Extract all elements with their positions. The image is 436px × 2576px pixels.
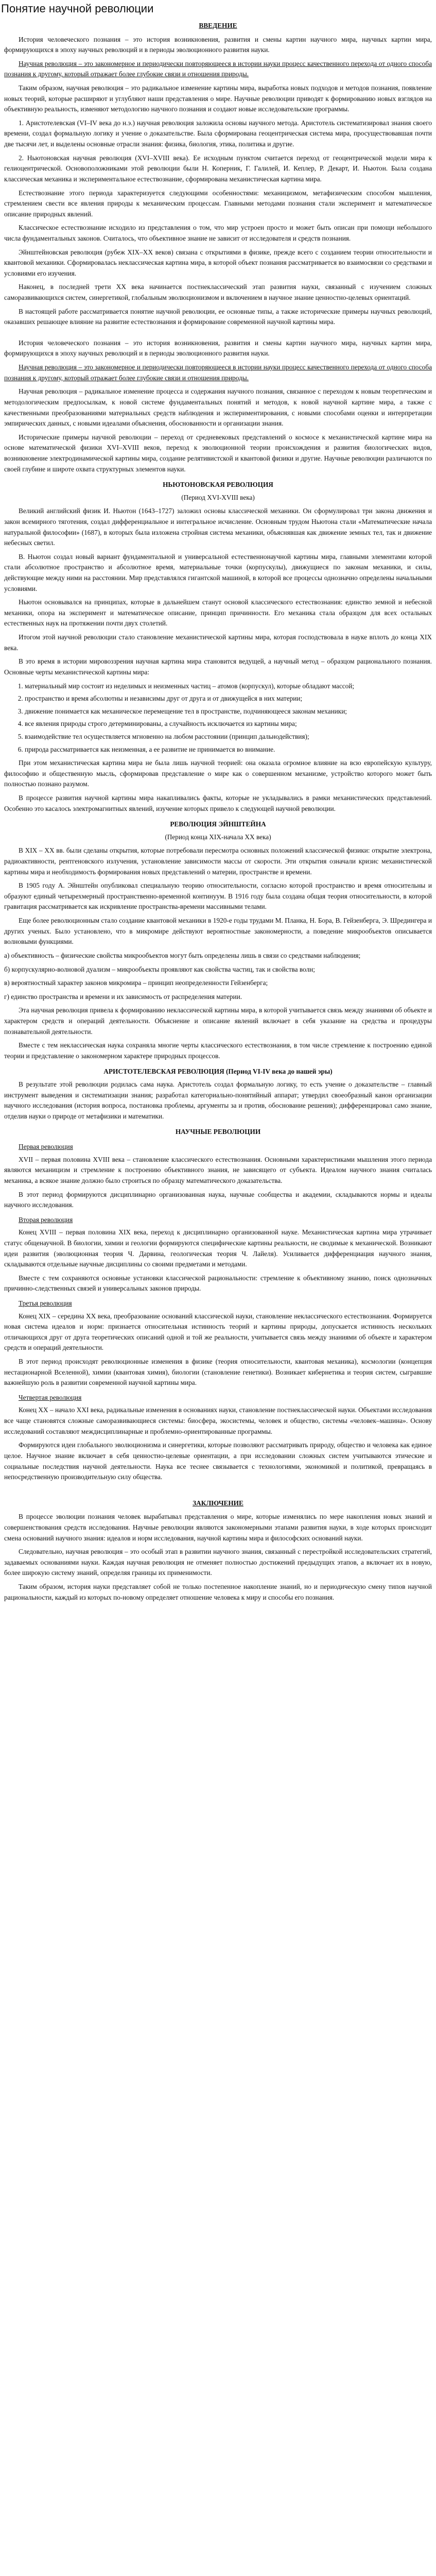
newton-period: (Период XVI-XVIII века) xyxy=(181,493,255,501)
einstein-period: (Период конца XIX-начала XX века) xyxy=(165,833,271,841)
conclusion-heading: ЗАКЛЮЧЕНИЕ xyxy=(193,1499,243,1507)
list-item: 3. движение понимается как механическое перемещение тел в пространстве, подчиняющееся законам механики; xyxy=(25,706,432,717)
intro-paragraph: Научная революция – это закономерное и периодически повторяющееся в истории науки процесс качественного перехода от одного способа познания к другому, который отражает более глубокие связи и отношения природы. xyxy=(4,59,432,78)
stage-paragraph: Конец XVIII – первая половина XIX века, переход к дисциплинарно организованной науке. Механистическая картина мира утрачивает статус общенаучной. В биологии, химии и геологии формируются специфические картины реальности, не сводимые к механической. Возникают идеи развития (эволюционная теория Ч. Дарвина, геологическая теория Ч. Лайеля). Усиливается дифференциация научного знания, складываются отдельные научные дисциплины со своими предметами и методами. xyxy=(4,1228,432,1268)
newton-paragraph: Ньютон основывался на принципах, которые в дальнейшем станут основой классического естествознания: единство земной и небесной механики, опора на эксперимент и математическое описание, принцип причинности. Его механика стала образцом для всех остальных естественных наук на протяжении почти двух столетий. xyxy=(4,598,432,628)
stage-paragraph: В этот период формируются дисциплинарно организованная наука, научные сообщества и академии, складываются нормы и идеалы научного исследования. xyxy=(4,1190,432,1209)
list-item: а) объективность – физические свойства микрообъектов могут быть определены лишь в связи со средствами наблюдения; xyxy=(4,951,361,959)
einstein-heading: РЕВОЛЮЦИЯ ЭЙНШТЕЙНА xyxy=(170,820,266,828)
intro-heading: ВВЕДЕНИЕ xyxy=(199,22,237,29)
aristotle-heading: АРИСТОТЕЛЕВСКАЯ РЕВОЛЮЦИЯ (Период VI-IV века до нашей эры) xyxy=(103,1067,333,1076)
conclusion-paragraph: Таким образом, история науки представляет собой не только постепенное накопление знаний, но и периодическую смену типов научной рациональности, каждый из которых по-новому определяет отношение человека к миру и способы его познания. xyxy=(4,1583,432,1601)
einstein-paragraph: Еще более революционным стало создание квантовой механики в 1920-е годы трудами М. Планка, Н. Бора, В. Гейзенберга, Э. Шредингера и других ученых. Было установлено, что в микромире действуют вероятностные закономерности, а поведение микрообъектов описывается волновыми функциями. xyxy=(4,917,432,946)
list-item: в) вероятностный характер законов микромира – принцип неопределенности Гейзенберга; xyxy=(4,979,268,987)
stage-title: Первая революция xyxy=(19,1143,73,1151)
stage-title: Вторая революция xyxy=(19,1215,73,1224)
list-item: 2. пространство и время абсолютны и независимы друг от друга и от движущейся в них материи; xyxy=(25,693,432,704)
stage-title: Третья революция xyxy=(19,1299,72,1307)
newton-paragraph: В процессе развития научной картины мира накапливались факты, которые не укладывались в рамки механистических представлений. Особенно это касалось электромагнитных явлений, изучение которых привело к следующей научной революции. xyxy=(4,794,432,812)
intro-paragraph: 1. Аристотелевская (VI–IV века до н.э.) научная революция заложила основы научного метода. Аристотель систематизировал знания своего времени, создал формальную логику и учение о доказательстве. Была сформирована геоцентрическая система мира, просуществовавшая почти две тысячи лет, и выделены основные отрасли знания: физика, биология, этика, политика и другие. xyxy=(4,118,432,148)
list-item: б) корпускулярно-волновой дуализм – микрообъекты проявляют как свойства частиц, так и свойства волн; xyxy=(4,965,315,973)
intro-paragraph: Классическое естествознание исходило из представления о том, что мир устроен просто и может быть описан при помощи небольшого числа фундаментальных законов. Считалось, что объективное знание не зависит от исследователя и средств познания. xyxy=(4,224,432,242)
intro-paragraph: Эйнштейновская революция (рубеж XIX–XX веков) связана с открытиями в физике, прежде всего с созданием теории относительности и квантовой механики. Сформировалась неклассическая картина мира, в которой объект познания рассматривается во взаимосвязи со средствами и условиями его изучения. xyxy=(4,248,432,277)
newton-paragraph: В. Ньютон создал новый вариант фундаментальной и универсальной естественнонаучной картины мира, главными элементами которой стали абсолютное пространство и абсолютное время, материальные точки (корпускулы), движущиеся по законам механики, и силы, действующие между ними на расстоянии. Мир представлялся гигантской машиной, в которой все процессы однозначно определены начальными условиями. xyxy=(4,552,432,592)
stage-paragraph: Конец XIX – середина XX века, преобразование оснований классической науки, становление неклассического естествознания. Формируется новая система идеалов и норм: признается относительная истинность теорий и картины природы, допускается истинность нескольких отличающихся друг от друга теоретических описаний одной и той же реальности, учитывается связь между знаниями об объекте и характером средств и операций деятельности. xyxy=(4,1312,432,1352)
list-item: 5. взаимодействие тел осуществляется мгновенно на любом расстоянии (принцип дальнодействия); xyxy=(25,732,432,742)
page-title: Понятие научной революции xyxy=(1,2,154,15)
conclusion-paragraph: Следовательно, научная революция – это особый этап в развитии научного знания, связанный с перестройкой исследовательских стратегий, задаваемых основаниями науки. Каждая научная революция не отменяет полностью достижений предыдущих этапов, а включает их в новую, более широкую систему знаний, определяя границы их применимости. xyxy=(4,1548,432,1577)
einstein-paragraph: Вместе с тем неклассическая наука сохраняла многие черты классического естествознания, в том числе стремление к построению единой теории и представление о закономерном характере природных процессов. xyxy=(4,1041,432,1060)
conclusion-paragraph: В процессе эволюции познания человек вырабатывал представления о мире, которые изменялись по мере накопления новых знаний и совершенствования средств исследования. Научные революции являются закономерными этапами развития науки, в ходе которых происходит смена оснований научного знания: идеалов и норм исследования, научной картины мира и философских оснований науки. xyxy=(4,1513,432,1542)
einstein-paragraph: В XIX – XX вв. были сделаны открытия, которые потребовали пересмотра основных положений классической физики: открытие электрона, радиоактивности, рентгеновского излучения, установление зависимости массы от скорости. Эти открытия означали кризис механистической картины мира и необходимость формирования новых представлений о материи, пространстве и времени. xyxy=(4,846,432,876)
einstein-paragraph: Эта научная революция привела к формированию неклассической картины мира, в которой учитывается связь между знаниями об объекте и характером средств и операций деятельности. Объяснение и описание явлений включает в себя указание на средства и процедуры познавательной деятельности. xyxy=(4,1006,432,1036)
intro-paragraph: Таким образом, научная революция – это радикальное изменение картины мира, выработка новых подходов и методов познания, появление новых теорий, которые расширяют и углубляют наши представления о мире. Научные революции приводят к формированию новых взглядов на объективную реальность, изменяют методологию научного познания и создают новые исследовательские программы. xyxy=(4,84,432,113)
list-item: 4. все явления природы строго детерминированы, а случайность исключается из картины мира; xyxy=(25,719,432,730)
newton-paragraph: Великий английский физик И. Ньютон (1643–1727) заложил основы классической механики. Он сформулировал три закона движения и закон всемирного тяготения, создал дифференциальное и интегральное исчисление. Основным трудом Ньютона стали «Математические начала натуральной философии» (1687), в которых была изложена стройная система механики, объяснявшая как движение земных тел, так и движение небесных светил. xyxy=(4,507,432,547)
stage-paragraph: Вместе с тем сохраняются основные установки классической рациональности: стремление к объективному знанию, поиск однозначных причинно-следственных связей и универсальных законов природы. xyxy=(4,1274,432,1293)
document-body xyxy=(0,21,436,1603)
aristotle-paragraph: В результате этой революции родилась сама наука. Аристотель создал формальную логику, то есть учение о доказательстве – главный инструмент выведения и систематизации знания; разработал категориально-понятийный аппарат; утвердил своеобразный канон организации научного исследования (история вопроса, постановка проблемы, аргументы за и против, обоснование решения); дифференцировал само знание, отделив науки о природе от метафизики и математики. xyxy=(4,1080,432,1120)
intro-paragraph: В настоящей работе рассматривается понятие научной революции, ее основные типы, а также исторические примеры научных революций, оказавших решающее влияние на развитие естествознания и формирование современной научной картины мира. xyxy=(4,307,432,326)
stage-title: Четвертая революция xyxy=(19,1393,82,1401)
newton-paragraph: Итогом этой научной революции стало становление механистической картины мира, которая господствовала в науке вплоть до конца XIX века. xyxy=(4,633,432,652)
stage-paragraph: XVII – первая половина XVIII века – становление классического естествознания. Основными характеристиками мышления этого периода являются механицизм и стремление к построению объективного знания, не зависящего от субъекта. Идеалом научного знания считалась механика, а всякое знание должно было строиться по образцу математического доказательства. xyxy=(4,1155,432,1184)
newton-list xyxy=(4,681,432,755)
stage-paragraph: Формируются идеи глобального эволюционизма и синергетики, которые позволяют рассматривать природу, общество и человека как единое целое. Научное знание включает в себя ценностно-целевые ориентации, а при исследовании сложных систем учитываются этические и социальные последствия научной деятельности. Наука все теснее связывается с технологиями, экономикой и политикой, превращаясь в непосредственную производительную силу общества. xyxy=(4,1441,432,1481)
stage-paragraph: Конец XX – начало XXI века, радикальные изменения в основаниях науки, становление постнеклассической науки. Объектами исследования все чаще становятся сложные саморазвивающиеся системы: биосфера, экосистемы, человек и общество, системы «человек–машина». Основу исследований составляют междисциплинарные и проблемно-ориентированные программы. xyxy=(4,1406,432,1435)
intro-paragraph: Наконец, в последней трети XX века начинается постнеклассический этап развития науки, связанный с изучением сложных саморазвивающихся систем, синергетикой, глобальным эволюционизмом и включением в научное знание ценностно-целевых ориентаций. xyxy=(4,283,432,302)
list-item: 6. природа рассматривается как неизменная, а ее развитие не принимается во внимание. xyxy=(25,744,432,755)
list-item: г) единство пространства и времени и их зависимость от распределения материи. xyxy=(4,992,242,1001)
intro-paragraph: История человеческого познания – это история возникновения, развития и смены картин научного мира, научных картин мира, формирующихся в эпоху научных революций и в периоды эволюционного развития науки. xyxy=(4,35,432,54)
main-paragraph: Научная революция – это закономерное и периодически повторяющееся в истории науки процесс качественного перехода от одного способа познания к другому, который отражает более глубокие связи и отношения природы. xyxy=(4,363,432,382)
einstein-paragraph: В 1905 году А. Эйнштейн опубликовал специальную теорию относительности, согласно которой пространство и время относительны и образуют единый четырехмерный пространственно-временной континуум. В 1916 году была создана общая теория относительности, в которой гравитация рассматривается как искривление пространства-времени массивными телами. xyxy=(4,882,432,911)
list-item: 1. материальный мир состоит из неделимых и неизменных частиц – атомов (корпускул), которые обладают массой; xyxy=(25,681,432,692)
newton-paragraph: В это время в истории мировоззрения научная картина мира становится ведущей, а научный метод – образцом рационального познания. Основные черты механистической картины мира: xyxy=(4,657,432,676)
newton-heading: НЬЮТОНОВСКАЯ РЕВОЛЮЦИЯ xyxy=(163,481,273,489)
main-paragraph: Научная революция – радикальное изменение процесса и содержания научного познания, связанное с переходом к новым теоретическим и методологическим предпосылкам, к новой системе фундаментальных понятий и методов, к новой научной картине мира, а также с качественными преобразованиями материальных средств наблюдения и экспериментирования, с новыми способами оценки и интерпретации эмпирических данных, с новыми идеалами объяснения, обоснованности и организации знания. xyxy=(4,387,432,428)
intro-paragraph: 2. Ньютоновская научная революция (XVI–XVIII века). Ее исходным пунктом считается переход от геоцентрической модели мира к гелиоцентрической. Основоположниками этой революции были Н. Коперник, Г. Галилей, И. Кеплер, Р. Декарт, И. Ньютон. Была создана классическая механика и экспериментальное естествознание, сформирована механистическая картина мира. xyxy=(4,154,432,183)
main-paragraph: Исторические примеры научной революции – переход от средневековых представлений о космосе к механистической картине мира на основе математической физики XVI–XVIII веков, переход к эволюционной теории происхождения и развития биологических видов, возникновение электродинамической картины мира, создание релятивистской и квантовой физики и другие. Научные революции различаются по своей глубине и широте охвата структурных элементов науки. xyxy=(4,433,432,473)
stage-paragraph: В этот период происходят революционные изменения в физике (теория относительности, квантовая механика), космологии (концепция нестационарной Вселенной), химии (квантовая химия), биологии (становление генетики). Возникает кибернетика и теория систем, сыгравшие важнейшую роль в развитии современной научной картины мира. xyxy=(4,1358,432,1387)
main-paragraph: История человеческого познания – это история возникновения, развития и смены картин научного мира, научных картин мира, формирующихся в эпоху научных революций и в периоды эволюционного развития науки. xyxy=(4,338,432,358)
newton-paragraph: При этом механистическая картина мира не была лишь научной теорией: она оказала огромное влияние на всю европейскую культуру, философию и общественную мысль, сформировав представление о мире как о совершенном механизме, устройство которого может быть полностью познано разумом. xyxy=(4,759,432,788)
intro-paragraph: Естествознание этого периода характеризуется следующими особенностями: механицизмом, метафизическим способом мышления, стремлением свести все явления природы к механическим процессам. Главными методами познания стали эксперимент и математическое описание природных явлений. xyxy=(4,189,432,218)
scientific-heading: НАУЧНЫЕ РЕВОЛЮЦИИ xyxy=(175,1128,261,1136)
